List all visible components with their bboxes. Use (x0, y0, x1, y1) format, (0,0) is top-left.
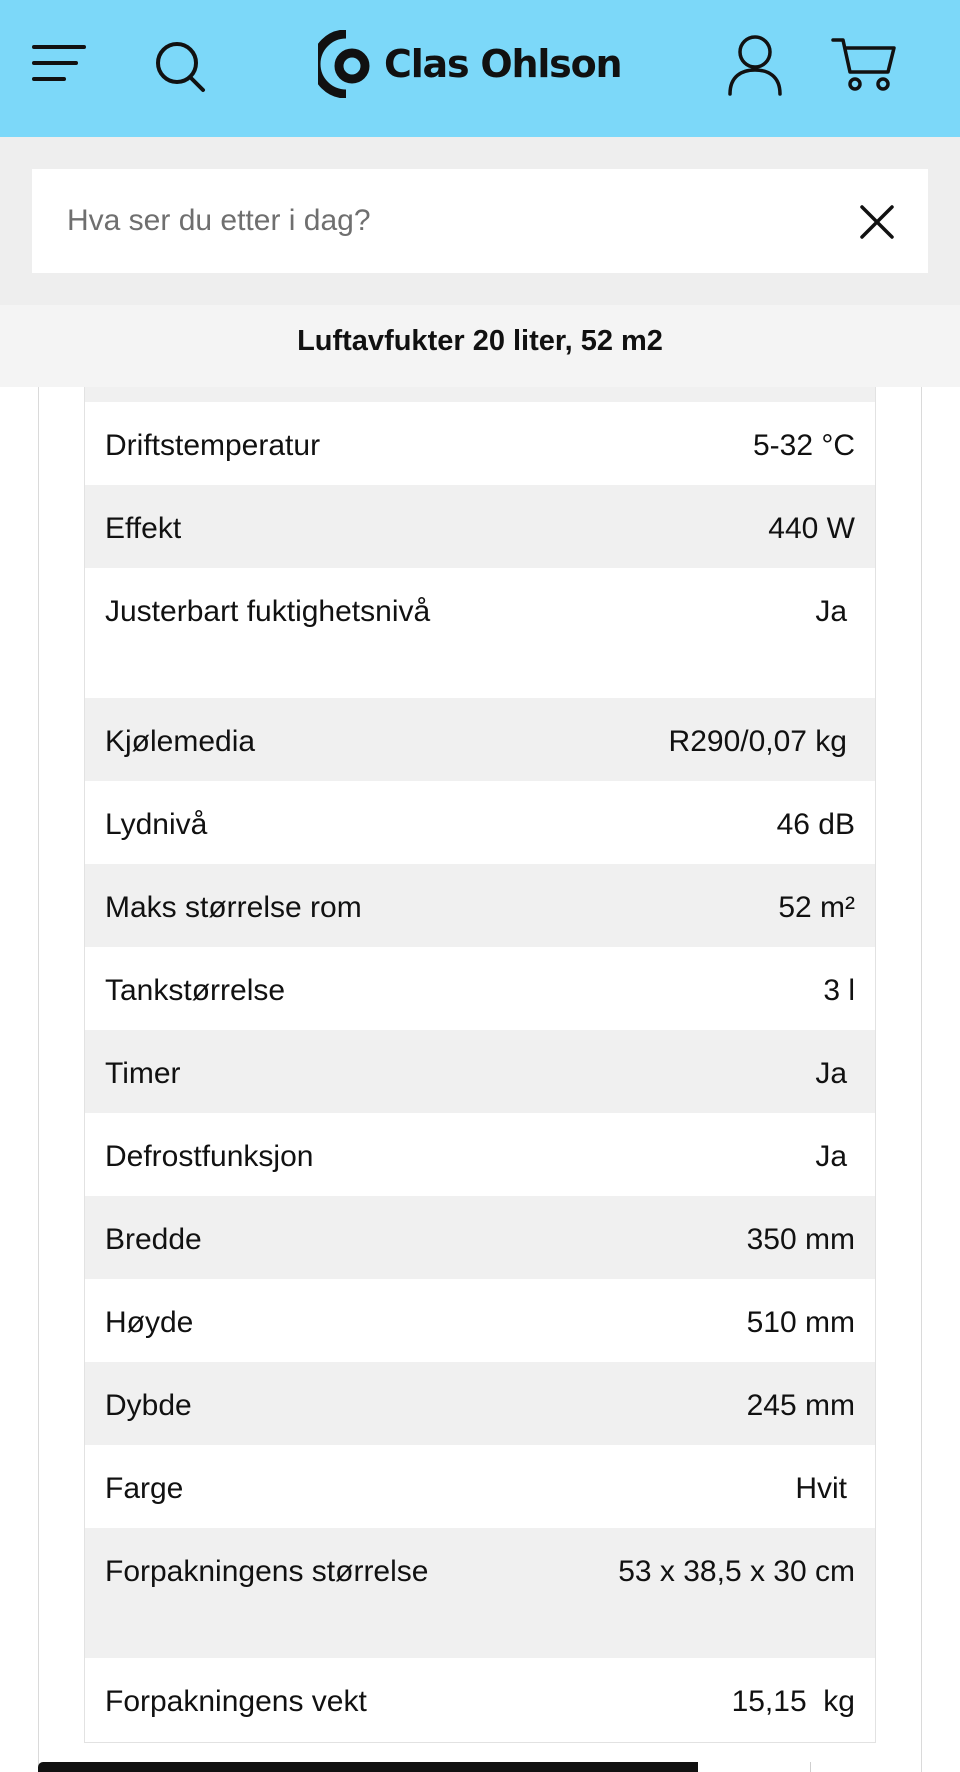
spec-label: Dybde (105, 1389, 192, 1422)
table-row-partial (85, 387, 875, 402)
spec-row (85, 1658, 875, 1742)
menu-button[interactable] (30, 40, 90, 90)
brand-logo[interactable] (318, 28, 648, 100)
spec-value: 46 dB (776, 808, 855, 841)
account-button[interactable] (722, 32, 788, 98)
search-box (32, 169, 928, 273)
search-icon (150, 38, 210, 93)
spec-value: 350 mm (746, 1223, 855, 1256)
spec-label: Lydnivå (105, 808, 208, 841)
spec-label: Justerbart fuktighetsnivå (105, 595, 431, 628)
spec-row (85, 568, 875, 698)
spec-value: 510 mm (746, 1306, 855, 1339)
spec-label: Bredde (105, 1223, 202, 1256)
cart-icon (830, 34, 900, 94)
spec-value: 440 W (768, 512, 855, 545)
spec-value: Ja (815, 1057, 847, 1090)
spec-label: Kjølemedia (105, 725, 256, 758)
hamburger-menu-icon (30, 40, 90, 90)
spec-label: Høyde (105, 1306, 194, 1339)
spec-row (85, 1528, 875, 1658)
spec-value: Ja (815, 595, 847, 628)
spec-row (85, 947, 875, 1030)
spec-label: Maks størrelse rom (105, 891, 362, 924)
spec-label: Forpakningens vekt (105, 1685, 367, 1718)
spec-label: Farge (105, 1472, 184, 1505)
spec-value: 15,15 kg (731, 1685, 855, 1718)
search-area (0, 137, 960, 305)
spec-value: 245 mm (746, 1389, 855, 1422)
brand-name: Clas Ohlson (384, 42, 622, 86)
spec-value: R290/0,07 kg (668, 725, 847, 758)
close-icon (854, 199, 900, 245)
spec-value: 3 l (823, 974, 855, 1007)
spec-row (85, 864, 875, 947)
page-title: Luftavfukter 20 liter, 52 m2 (297, 325, 663, 357)
spec-row (85, 1113, 875, 1196)
clear-search-button[interactable] (854, 199, 900, 245)
logo-mark-icon (318, 30, 374, 98)
user-icon (722, 32, 788, 98)
spec-row (85, 781, 875, 864)
spec-value: Ja (815, 1140, 847, 1173)
product-title-bar (0, 305, 960, 387)
spec-label: Effekt (105, 512, 182, 545)
spec-label: Defrostfunksjon (105, 1140, 314, 1173)
spec-row (85, 1030, 875, 1113)
search-button[interactable] (150, 38, 210, 93)
spec-label: Driftstemperatur (105, 429, 321, 462)
spec-row (85, 1279, 875, 1362)
spec-label: Timer (105, 1057, 181, 1090)
spec-value: 52 m² (778, 891, 855, 924)
spec-row (85, 485, 875, 568)
spec-row (85, 402, 875, 485)
spec-row (85, 1196, 875, 1279)
divider (810, 1762, 811, 1772)
specs-table (84, 387, 876, 1743)
spec-value: 53 x 38,5 x 30 cm (618, 1555, 855, 1588)
spec-label: Forpakningens størrelse (105, 1555, 429, 1588)
spec-value: 5-32 °C (752, 429, 855, 462)
cart-button[interactable] (830, 34, 900, 94)
spec-value: Hvit (795, 1472, 847, 1505)
site-header (0, 0, 960, 137)
search-input[interactable] (32, 169, 852, 273)
spec-row (85, 1445, 875, 1528)
spec-label: Tankstørrelse (105, 974, 286, 1007)
sticky-action-bar[interactable] (38, 1762, 698, 1772)
spec-row (85, 1362, 875, 1445)
spec-row (85, 698, 875, 781)
